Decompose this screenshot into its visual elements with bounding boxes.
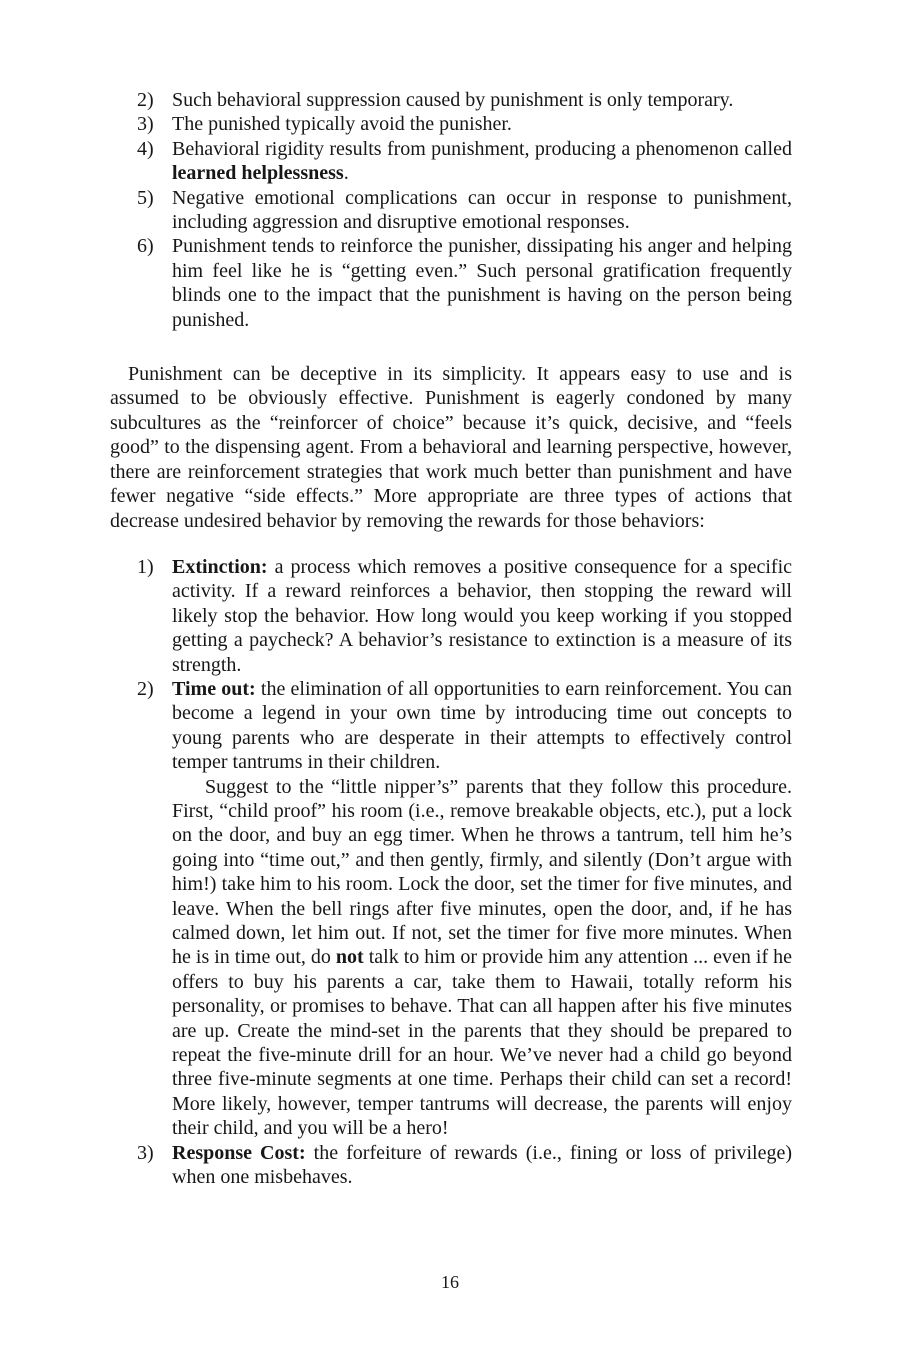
paragraph-text: Punishment can be deceptive in its simplicity. It appears easy to use and is assumed to be obviously effective. Punishment is eagerly condoned by many subcultures as the “reinforcer of choice” because it’s quick, decisive, and “feels good” to the dispensing agent. From a behavioral and learning perspective, however, there are reinforcement strategies that work much better than punishment and have fewer negative “side effects.” More appropriate are three types of actions that decrease undesired behavior by removing the rewards for those behaviors: [110, 363, 792, 532]
list-item-text: a process which removes a positive consequence for a specific activity. If a reward reinforces a behavior, then stopping the reward will likely stop the behavior. How long would you keep working if you stopped getting a paycheck? A behavior’s resistance to extinction is a measure of its strength. [172, 555, 792, 676]
list-item-number: 5) [137, 186, 154, 209]
list-item [110, 137, 792, 186]
bold-term: learned helplessness [172, 162, 344, 185]
behavior-reduction-strategies-list [110, 555, 792, 1190]
list-item-text: talk to him or provide him any attention ... even if he offers to buy his parents a car, take them to Hawaii, totally reform his personality, or promises to behave. That can all happen after his five minutes are up. Create the mind-set in the parents that they should be prepared to repeat the five-minute drill for an hour. We’ve never had a child go beyond three five-minute segments at one time. Perhaps their child can set a record! More likely, however, temper tantrums will decrease, the parents will enjoy their child, and you will be a hero! [172, 946, 792, 1140]
list-item-number: 4) [137, 137, 154, 160]
list-item-inner-paragraph [172, 775, 792, 1141]
bold-term: Time out: [172, 677, 256, 700]
body-paragraph [110, 362, 792, 533]
list-item-text: . [343, 162, 349, 185]
list-item [110, 112, 792, 136]
list-item-number: 2) [137, 677, 154, 700]
bold-term: not [335, 946, 364, 969]
list-item-number: 1) [137, 555, 154, 578]
list-item-paragraph [172, 677, 792, 775]
list-item-number: 3) [137, 113, 154, 136]
list-item-number: 6) [137, 235, 154, 258]
punishment-drawbacks-list [110, 88, 792, 332]
list-item-text: Suggest to the “little nipper’s” parents that they follow this procedure. First, “child proof” his room (i.e., remove breakable objects, etc.), put a lock on the door, and buy an egg timer. When he throws a tantrum, tell him he’s going into “time out,” and then gently, firmly, and silently (Don’t argue with him!) take him to his room. Lock the door, set the timer for five minutes, and leave. When the bell rings after five minutes, open the door, and, if he has calmed down, let him out. If not, set the timer for five more minutes. When he is in time out, do [172, 775, 792, 969]
page-number: 16 [441, 1272, 459, 1292]
list-item-text: Punishment tends to reinforce the punisher, dissipating his anger and helping him feel like he is “getting even.” Such personal gratification frequently blinds one to the impact that the punishment is having on the person being punished. [172, 235, 792, 331]
list-item [110, 1141, 792, 1190]
list-item [110, 234, 792, 332]
list-item-text: Such behavioral suppression caused by punishment is only temporary. [172, 89, 734, 111]
list-item-number: 2) [137, 89, 154, 111]
list-item-text: Negative emotional complications can occur in response to punishment, including aggression and disruptive emotional responses. [172, 186, 792, 234]
list-item [110, 555, 792, 677]
list-item [110, 88, 792, 112]
list-item-number: 3) [137, 1141, 154, 1164]
list-item [110, 186, 792, 235]
list-item-text: the elimination of all opportunities to earn reinforcement. You can become a legend in your own time by introducing time out concepts to young parents who are desperate in their attempts to effectively control temper tantrums in their children. [172, 677, 792, 774]
list-item-text: Behavioral rigidity results from punishment, producing a phenomenon called [172, 137, 792, 160]
bold-term: Extinction: [172, 555, 268, 578]
bold-term: Response Cost: [172, 1141, 306, 1164]
list-item [110, 677, 792, 1141]
list-item-text: the forfeiture of rewards (i.e., fining or loss of privilege) when one misbehaves. [172, 1141, 792, 1189]
list-item-text: The punished typically avoid the punisher. [172, 113, 512, 136]
